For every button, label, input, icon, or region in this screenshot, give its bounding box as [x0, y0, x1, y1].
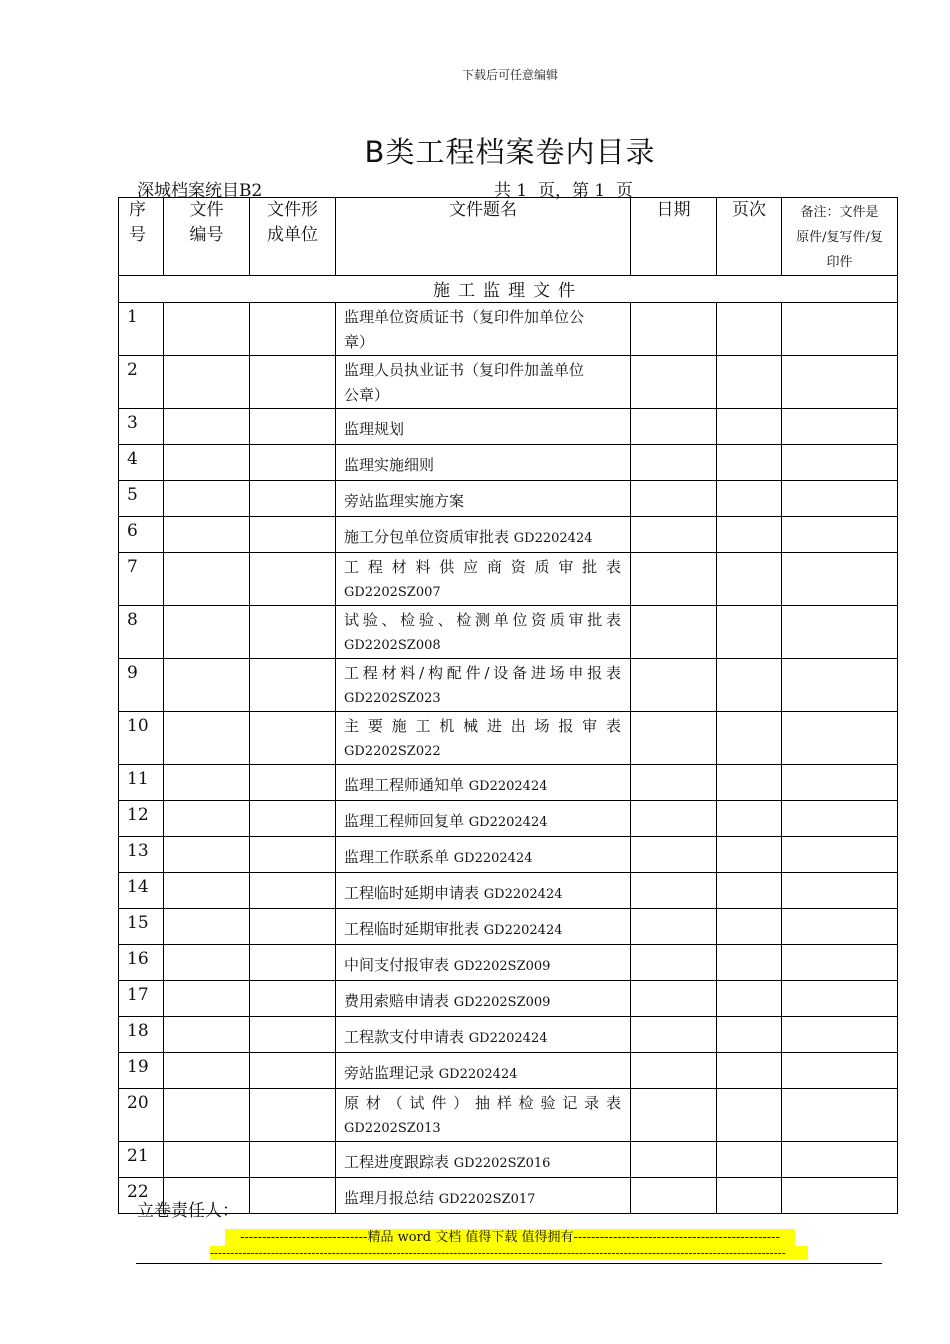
- row-unit: [250, 659, 336, 712]
- row-remark: [782, 606, 898, 659]
- row-title: [336, 517, 631, 553]
- row-form-code: GD2202424: [468, 1030, 548, 1046]
- row-form-code: GD2202SZ017: [438, 1191, 536, 1207]
- row-date: [631, 606, 717, 659]
- row-title: [336, 1089, 631, 1142]
- row-remark: [782, 945, 898, 981]
- row-seq: 22: [119, 1178, 164, 1214]
- row-remark: [782, 909, 898, 945]
- row-date: [631, 801, 717, 837]
- row-file-no: [164, 765, 250, 801]
- row-page: [717, 356, 782, 409]
- row-remark: [782, 873, 898, 909]
- row-seq: 11: [119, 765, 164, 801]
- row-remark: [782, 409, 898, 445]
- row-page: [717, 517, 782, 553]
- row-title: [336, 445, 631, 481]
- row-unit: [250, 712, 336, 765]
- row-form-code: GD2202424: [483, 922, 563, 938]
- row-title-text: 费用索赔申请表: [344, 991, 454, 1010]
- row-date: [631, 945, 717, 981]
- row-date: [631, 481, 717, 517]
- row-remark: [782, 1053, 898, 1089]
- row-title-text: 工程款支付申请表: [344, 1027, 469, 1046]
- catalog-table: [118, 197, 898, 1214]
- row-title: [336, 873, 631, 909]
- row-title: [336, 659, 631, 712]
- row-unit: [250, 445, 336, 481]
- row-seq: 4: [119, 445, 164, 481]
- row-file-no: [164, 981, 250, 1017]
- table-row: [119, 517, 898, 553]
- row-date: [631, 303, 717, 356]
- row-page: [717, 606, 782, 659]
- col-header-title: 文件题名: [336, 198, 631, 276]
- header-note: 下载后可任意编辑: [461, 68, 558, 82]
- row-file-no: [164, 873, 250, 909]
- row-file-no: [164, 445, 250, 481]
- row-title-text: 工程临时延期申请表: [344, 883, 484, 902]
- row-page: [717, 873, 782, 909]
- row-seq: 17: [119, 981, 164, 1017]
- row-remark: [782, 712, 898, 765]
- row-unit: [250, 356, 336, 409]
- row-title-continued: 章）: [344, 333, 375, 351]
- row-title: [336, 712, 631, 765]
- row-title-text: 监理工作联系单: [344, 847, 454, 866]
- row-title-text: 监理实施细则: [344, 456, 435, 474]
- row-title: [336, 606, 631, 659]
- row-title-text: 施工分包单位资质审批表: [344, 527, 514, 546]
- row-page: [717, 1089, 782, 1142]
- row-file-no: [164, 553, 250, 606]
- row-file-no: [164, 909, 250, 945]
- row-unit: [250, 1089, 336, 1142]
- row-seq: 18: [119, 1017, 164, 1053]
- row-title-text: 试验、检验、检测单位资质审批表: [344, 611, 622, 629]
- row-form-code: GD2202SZ016: [453, 1155, 551, 1171]
- table-row: [119, 909, 898, 945]
- row-remark: [782, 517, 898, 553]
- row-unit: [250, 606, 336, 659]
- row-page: [717, 445, 782, 481]
- row-form-code: GD2202424: [468, 814, 548, 830]
- row-file-no: [164, 1142, 250, 1178]
- row-page: [717, 837, 782, 873]
- row-file-no: [164, 481, 250, 517]
- row-form-code: GD2202SZ013: [344, 1121, 441, 1136]
- signature-label: 立卷责任人：: [137, 1201, 239, 1221]
- row-file-no: [164, 1053, 250, 1089]
- row-remark: [782, 553, 898, 606]
- row-unit: [250, 909, 336, 945]
- row-page: [717, 1142, 782, 1178]
- row-title: [336, 553, 631, 606]
- row-title: [336, 409, 631, 445]
- row-title-text: 监理工程师回复单: [344, 811, 469, 830]
- col-header-unit: 文件形 成单位: [250, 198, 336, 276]
- row-form-code: GD2202424: [438, 1066, 518, 1082]
- row-seq: 5: [119, 481, 164, 517]
- table-row: [119, 801, 898, 837]
- table-row: [119, 303, 898, 356]
- row-date: [631, 553, 717, 606]
- col-header-file-no: 文件 编号: [164, 198, 250, 276]
- row-form-code: GD2202424: [513, 530, 593, 546]
- row-page: [717, 1178, 782, 1214]
- row-unit: [250, 1017, 336, 1053]
- row-form-code: GD2202SZ023: [344, 691, 441, 706]
- row-title-text: 工程进度跟踪表: [344, 1152, 454, 1171]
- row-seq: 10: [119, 712, 164, 765]
- row-seq: 15: [119, 909, 164, 945]
- row-title: [336, 801, 631, 837]
- row-file-no: [164, 837, 250, 873]
- row-file-no: [164, 409, 250, 445]
- row-remark: [782, 659, 898, 712]
- row-seq: 1: [119, 303, 164, 356]
- row-seq: 6: [119, 517, 164, 553]
- row-page: [717, 409, 782, 445]
- row-remark: [782, 445, 898, 481]
- row-file-no: [164, 801, 250, 837]
- row-file-no: [164, 606, 250, 659]
- row-date: [631, 909, 717, 945]
- row-file-no: [164, 303, 250, 356]
- row-remark: [782, 481, 898, 517]
- table-row: [119, 553, 898, 606]
- row-date: [631, 517, 717, 553]
- table-row: [119, 945, 898, 981]
- row-unit: [250, 481, 336, 517]
- row-file-no: [164, 1017, 250, 1053]
- row-title: [336, 765, 631, 801]
- row-title-text: 监理规划: [344, 420, 405, 438]
- row-seq: 20: [119, 1089, 164, 1142]
- table-row: [119, 606, 898, 659]
- row-page: [717, 1017, 782, 1053]
- row-seq: 12: [119, 801, 164, 837]
- row-unit: [250, 303, 336, 356]
- document-title: B类工程档案卷内目录: [364, 135, 656, 169]
- row-date: [631, 356, 717, 409]
- row-page: [717, 712, 782, 765]
- col-header-seq: 序 号: [119, 198, 164, 276]
- row-page: [717, 909, 782, 945]
- row-date: [631, 873, 717, 909]
- table-row: [119, 1089, 898, 1142]
- row-file-no: [164, 659, 250, 712]
- row-title: [336, 356, 631, 409]
- table-row: [119, 765, 898, 801]
- row-date: [631, 409, 717, 445]
- row-title: [336, 909, 631, 945]
- row-title-text: 旁站监理实施方案: [344, 492, 465, 510]
- row-seq: 13: [119, 837, 164, 873]
- footer-rule: [136, 1263, 882, 1264]
- row-file-no: [164, 517, 250, 553]
- row-title: [336, 837, 631, 873]
- row-unit: [250, 765, 336, 801]
- row-unit: [250, 409, 336, 445]
- table-row: [119, 356, 898, 409]
- row-page: [717, 481, 782, 517]
- row-remark: [782, 981, 898, 1017]
- row-page: [717, 553, 782, 606]
- row-seq: 3: [119, 409, 164, 445]
- col-header-date: 日期: [631, 198, 717, 276]
- row-title: [336, 945, 631, 981]
- row-form-code: GD2202SZ009: [453, 958, 551, 974]
- row-seq: 9: [119, 659, 164, 712]
- section-row: [119, 276, 898, 303]
- row-title-text: 原材（试件）抽样检验记录表: [344, 1094, 622, 1112]
- row-title-text: 工程材料供应商资质审批表: [344, 558, 622, 576]
- row-title-text: 主要施工机械进出场报审表: [344, 717, 622, 735]
- row-seq: 7: [119, 553, 164, 606]
- row-page: [717, 659, 782, 712]
- row-date: [631, 981, 717, 1017]
- row-remark: [782, 765, 898, 801]
- row-date: [631, 837, 717, 873]
- row-remark: [782, 801, 898, 837]
- table-row: [119, 445, 898, 481]
- row-seq: 16: [119, 945, 164, 981]
- row-unit: [250, 981, 336, 1017]
- table-header-row: [119, 198, 898, 276]
- promo-banner-line1: -----------------------------精品 word 文档 值得下载 值得拥有-----------------------------------------------: [225, 1229, 795, 1246]
- row-title: [336, 1178, 631, 1214]
- col-header-page: 页次: [717, 198, 782, 276]
- row-title-continued: 公章）: [344, 386, 390, 404]
- row-title-text: 监理月报总结: [344, 1188, 439, 1207]
- row-form-code: GD2202SZ008: [344, 638, 441, 653]
- row-form-code: GD2202424: [453, 850, 533, 866]
- page-count: 共 1 页，第 1 页: [494, 181, 634, 201]
- row-date: [631, 445, 717, 481]
- promo-banner-line2: ----------------------------------------------------------------------------------------------------------------------------------------------: [210, 1246, 808, 1260]
- row-unit: [250, 837, 336, 873]
- table-row: [119, 409, 898, 445]
- table-row: [119, 981, 898, 1017]
- row-title-text: 工程材料/构配件/设备进场申报表: [344, 664, 622, 682]
- row-unit: [250, 1178, 336, 1214]
- row-page: [717, 303, 782, 356]
- row-file-no: [164, 1089, 250, 1142]
- table-row: [119, 873, 898, 909]
- row-form-code: GD2202424: [468, 778, 548, 794]
- row-form-code: GD2202424: [483, 886, 563, 902]
- row-date: [631, 1089, 717, 1142]
- table-row: [119, 1017, 898, 1053]
- table-row: [119, 1142, 898, 1178]
- row-seq: 8: [119, 606, 164, 659]
- row-form-code: GD2202SZ022: [344, 744, 441, 759]
- section-title: 施工监理文件: [119, 276, 898, 303]
- row-date: [631, 1142, 717, 1178]
- row-form-code: GD2202SZ007: [344, 585, 441, 600]
- row-unit: [250, 517, 336, 553]
- table-row: [119, 659, 898, 712]
- catalog-code: 深城档案统目B2: [137, 181, 263, 201]
- table-row: [119, 481, 898, 517]
- row-title-text: 旁站监理记录: [344, 1063, 439, 1082]
- row-title: [336, 1017, 631, 1053]
- row-date: [631, 1053, 717, 1089]
- row-remark: [782, 837, 898, 873]
- row-title-text: 监理人员执业证书（复印件加盖单位: [344, 361, 585, 379]
- row-remark: [782, 1142, 898, 1178]
- row-title: [336, 981, 631, 1017]
- row-unit: [250, 553, 336, 606]
- row-page: [717, 801, 782, 837]
- row-seq: 21: [119, 1142, 164, 1178]
- row-page: [717, 1053, 782, 1089]
- row-title-text: 监理工程师通知单: [344, 775, 469, 794]
- row-page: [717, 981, 782, 1017]
- row-remark: [782, 303, 898, 356]
- row-title: [336, 481, 631, 517]
- row-title: [336, 1142, 631, 1178]
- col-header-remark: 备注：文件是 原件/复写件/复 印件: [782, 198, 898, 276]
- row-date: [631, 659, 717, 712]
- row-unit: [250, 945, 336, 981]
- row-unit: [250, 873, 336, 909]
- row-unit: [250, 1053, 336, 1089]
- row-remark: [782, 356, 898, 409]
- row-date: [631, 712, 717, 765]
- row-file-no: [164, 712, 250, 765]
- row-date: [631, 1178, 717, 1214]
- row-remark: [782, 1178, 898, 1214]
- row-title-text: 工程临时延期审批表: [344, 919, 484, 938]
- row-page: [717, 945, 782, 981]
- table-row: [119, 1053, 898, 1089]
- row-seq: 14: [119, 873, 164, 909]
- row-seq: 2: [119, 356, 164, 409]
- row-title: [336, 303, 631, 356]
- row-date: [631, 1017, 717, 1053]
- row-seq: 19: [119, 1053, 164, 1089]
- row-form-code: GD2202SZ009: [453, 994, 551, 1010]
- row-date: [631, 765, 717, 801]
- row-unit: [250, 801, 336, 837]
- row-title-text: 中间支付报审表: [344, 955, 454, 974]
- row-title-text: 监理单位资质证书（复印件加单位公: [344, 308, 585, 326]
- row-page: [717, 765, 782, 801]
- row-title: [336, 1053, 631, 1089]
- table-row: [119, 712, 898, 765]
- row-file-no: [164, 945, 250, 981]
- row-file-no: [164, 356, 250, 409]
- row-remark: [782, 1017, 898, 1053]
- row-unit: [250, 1142, 336, 1178]
- table-row: [119, 837, 898, 873]
- row-remark: [782, 1089, 898, 1142]
